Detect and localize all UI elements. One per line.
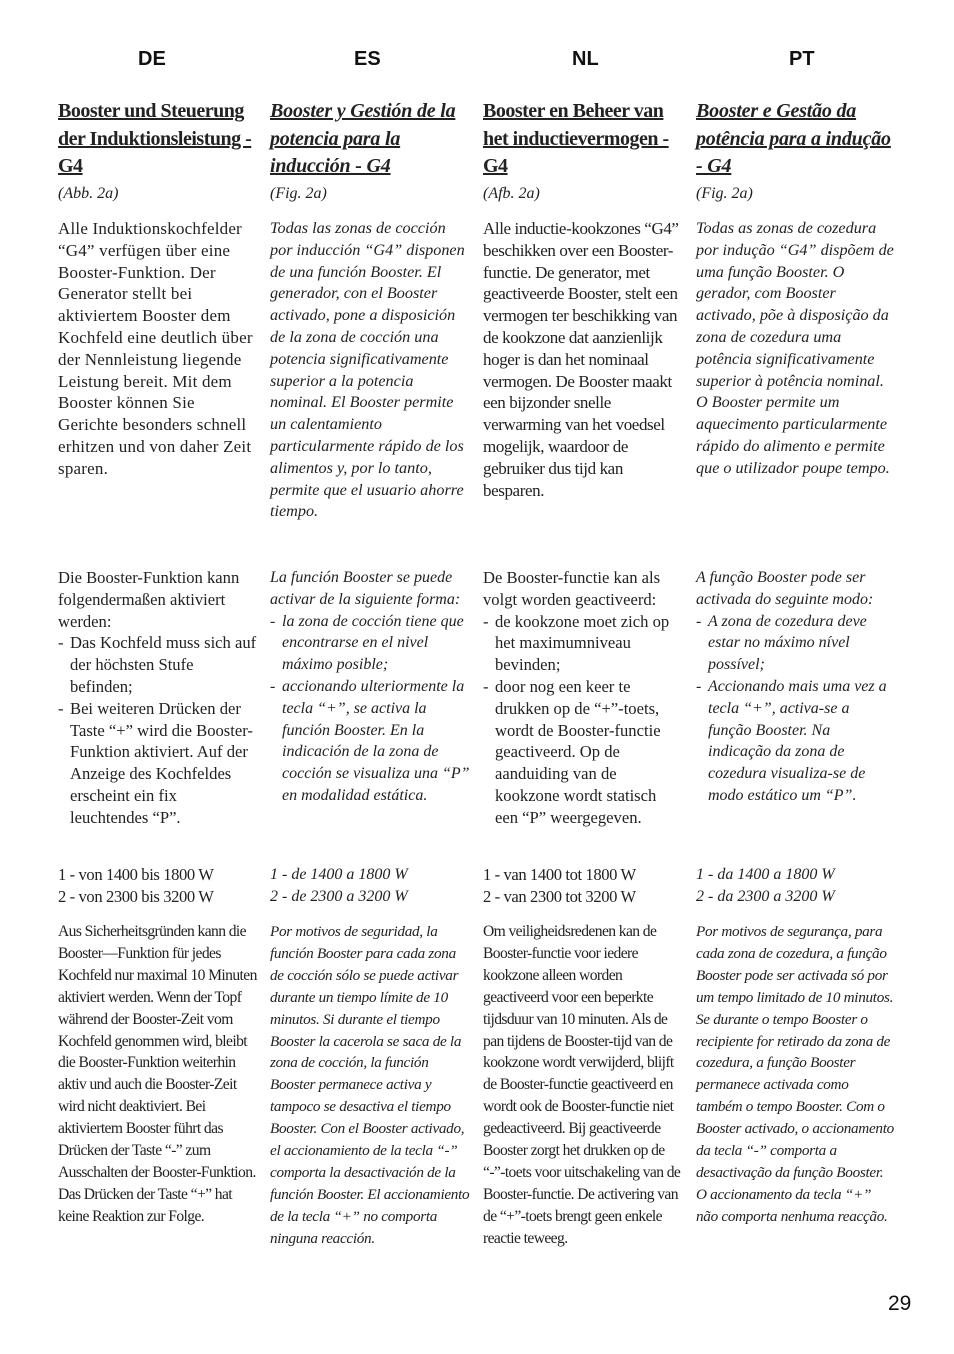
activation-step-es: - la zona de cocción tiene que encontrarse en el nivel máximo posible;: [270, 611, 470, 676]
intro-paragraph-pt: Todas as zonas de cozedura por indução “G4” dispõem de uma função Booster. O gerador, com Booster activado, põe à disposição da zona de cozedura uma potência significativamente superior à potência nominal. O Booster permite um aquecimento particularmente rápido do alimento e permite que o utilizador poupe tempo.: [696, 219, 894, 477]
column-pt: [696, 98, 894, 1225]
safety-paragraph-de: Aus Sicherheitsgründen kann die Booster—Funktion für jedes Kochfeld nur maximal 10 Minuten aktiviert werden. Wenn der Topf während der Booster-Zeit vom Kochfeld genommen wird, bleibt die Booster-Funktion weiterhin aktiv und auch die Booster-Zeit wird nicht deaktiviert. Bei aktiviertem Booster führt das Drücken der Taste “-” zum Ausschalten der Booster-Funktion. Das Drücken der Taste “+” hat keine Reaktion zur Folge.: [58, 923, 257, 1225]
lang-header-de: DE: [138, 48, 166, 70]
power-level-2-pt: 2 - da 2300 a 3200 W: [696, 888, 835, 905]
power-level-2-es: 2 - de 2300 a 3200 W: [270, 888, 408, 905]
activation-block-es: [270, 567, 470, 807]
activation-step-es: - accionando ulteriormente la tecla “+”, se activa la función Booster. En la indicación de la zona de cocción se visualiza una “P” en modalidad estática.: [270, 676, 470, 807]
lang-header-nl: NL: [572, 48, 599, 70]
activation-step-nl: - door nog een keer te drukken op de “+”-toets, wordt de Booster-functie geactiveerd. Op de aanduiding van de kookzone wordt statisch een “P” weergegeven.: [483, 676, 683, 829]
activation-step-pt: - Accionando mais uma vez a tecla “+”, activa-se a função Booster. Na indicação da zona de cozedura visualiza-se de modo estático um “P”.: [696, 676, 896, 807]
safety-paragraph-nl: Om veiligheidsredenen kan de Booster-functie voor iedere kookzone alleen worden geactiveerd voor een beperkte tijdsduur van 10 minuten. Als de pan tijdens de Booster-tijd van de kookzone wordt verwijderd, blijft de Booster-functie geactiveerd en wordt ook de Booster-functie niet gedeactiveerd. Bij geactiveerde Booster zorgt het drukken op de “-”-toets voor uitschakeling van de Booster-functie. De activering van de “+”-toets brengt geen enkele reactie teweeg.: [483, 923, 681, 1247]
intro-paragraph-de: Alle Induktionskochfelder “G4” verfügen über eine Booster-Funktion. Der Generator stellt bei aktiviertem Booster dem Kochfeld eine deutlich über der Nennleistung liegende Leistung bereit. Mit dem Booster können Sie Gerichte besonders schnell erhitzen und von daher Zeit sparen.: [58, 219, 253, 478]
power-levels-de: [58, 864, 258, 908]
activation-block-nl: [483, 567, 683, 829]
power-level-1-de: 1 - von 1400 bis 1800 W: [58, 865, 214, 884]
activation-steps-de: [58, 632, 258, 828]
figure-ref-nl: (Afb. 2a): [483, 185, 540, 202]
power-level-1-nl: 1 - van 1400 tot 1800 W: [483, 865, 636, 884]
section-title-es: Booster y Gestión de la potencia para la inducción - G4: [270, 100, 456, 177]
activation-step-de: - Das Kochfeld muss sich auf der höchsten Stufe befinden;: [58, 632, 258, 697]
activation-intro-de: Die Booster-Funktion kann folgendermaßen aktiviert werden:: [58, 568, 240, 631]
intro-paragraph-nl: Alle inductie-kookzones “G4” beschikken over een Booster-functie. De generator, met geactiveerde Booster, stelt een vermogen ter beschikking van de kookzone dat aanzienlijk hoger is dan het nominaal vermogen. De Booster maakt een bijzonder snelle verwarming van het voedsel mogelijk, waardoor de gebruiker dus tijd kan besparen.: [483, 219, 679, 500]
activation-intro-pt: A função Booster pode ser activada do seguinte modo:: [696, 569, 874, 608]
lang-header-pt: PT: [789, 48, 815, 70]
power-level-2-de: 2 - von 2300 bis 3200 W: [58, 887, 214, 906]
power-level-2-nl: 2 - van 2300 tot 3200 W: [483, 887, 636, 906]
activation-steps-nl: [483, 611, 683, 829]
figure-ref-es: (Fig. 2a): [270, 185, 327, 202]
column-es: [270, 98, 470, 1247]
activation-steps-pt: [696, 611, 896, 807]
power-levels-nl: [483, 864, 683, 908]
lang-header-es: ES: [354, 48, 381, 70]
safety-paragraph-pt: Por motivos de segurança, para cada zona de cozedura, a função Booster pode ser activada só por um tempo limitado de 10 minutos. Se durante o tempo Booster o recipiente for retirado da zona de cozedura, a função Booster permanece activada como também o tempo Booster. Com o Booster activado, o accionamento da tecla “-” comporta a desactivação da função Booster. O accionamento da tecla “+” não comporta nenhuma reacção.: [696, 923, 894, 1225]
figure-ref-pt: (Fig. 2a): [696, 185, 753, 202]
activation-step-de: - Bei weiteren Drücken der Taste “+” wird die Booster-Funktion aktiviert. Auf der Anzeige des Kochfeldes erscheint ein fix leuchtendes “P”.: [58, 698, 258, 829]
intro-paragraph-es: Todas las zonas de cocción por inducción “G4” disponen de una función Booster. El generador, con el Booster activado, pone a disposición de la zona de cocción una potencia significativamente superior a la potencia nominal. El Booster permite un calentamiento particularmente rápido de los alimentos y, por lo tanto, permite que el usuario ahorre tiempo.: [270, 219, 465, 521]
activation-block-de: [58, 567, 258, 829]
activation-step-nl: - de kookzone moet zich op het maximumniveau bevinden;: [483, 611, 683, 676]
column-nl: [483, 98, 681, 1247]
power-level-1-es: 1 - de 1400 a 1800 W: [270, 866, 408, 883]
activation-intro-es: La función Booster se puede activar de la siguiente forma:: [270, 569, 461, 608]
power-levels-pt: [696, 864, 896, 908]
column-de: [58, 98, 257, 1225]
safety-paragraph-es: Por motivos de seguridad, la función Booster para cada zona de cocción sólo se puede activar durante un tiempo límite de 10 minutos. Si durante el tiempo Booster la cacerola se saca de la zona de cocción, la función Booster permanece activa y tampoco se desactiva el tiempo Booster. Con el Booster activado, el accionamiento de la tecla “-” comporta la desactivación de la función Booster. El accionamiento de la tecla “+” no comporta ninguna reacción.: [270, 923, 470, 1247]
page-number: 29: [888, 1292, 912, 1315]
activation-intro-nl: De Booster-functie kan als volgt worden geactiveerd:: [483, 568, 661, 609]
section-title-de: Booster und Steuerung der Induktionsleistung - G4: [58, 100, 252, 177]
activation-block-pt: [696, 567, 896, 807]
power-levels-es: [270, 864, 470, 908]
activation-step-pt: - A zona de cozedura deve estar no máximo nível possível;: [696, 611, 896, 676]
section-title-pt: Booster e Gestão da potência para a indução - G4: [696, 100, 891, 177]
power-level-1-pt: 1 - da 1400 a 1800 W: [696, 866, 835, 883]
activation-steps-es: [270, 611, 470, 807]
figure-ref-de: (Abb. 2a): [58, 185, 119, 202]
section-title-nl: Booster en Beheer van het inductievermogen - G4: [483, 100, 669, 177]
